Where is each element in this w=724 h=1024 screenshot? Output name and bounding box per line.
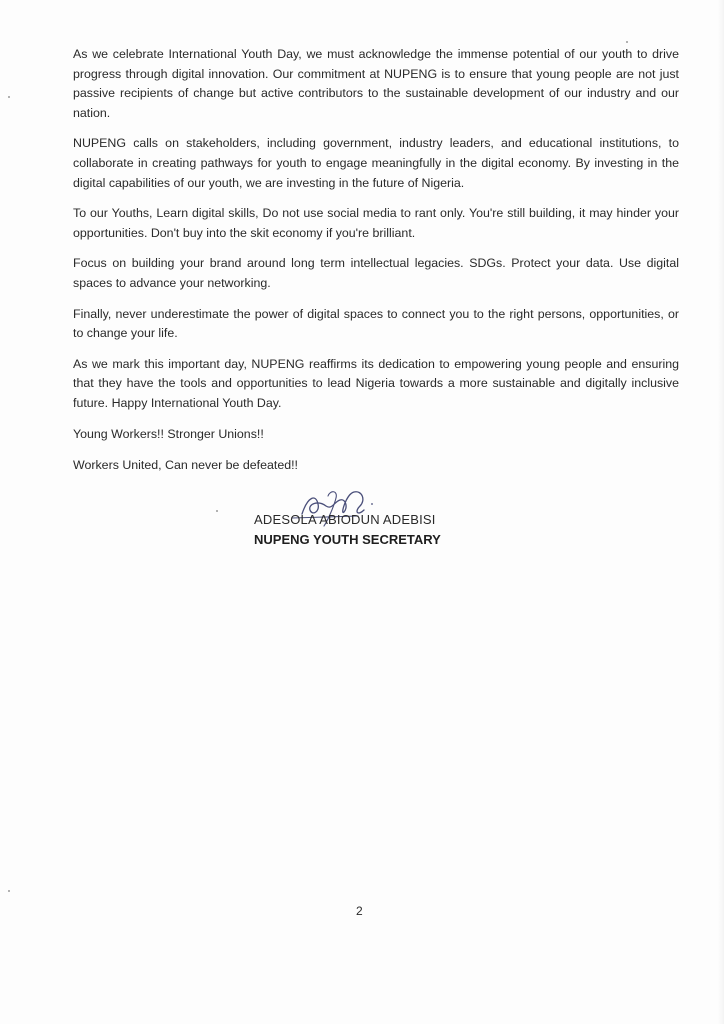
paragraph-brand-building: Focus on building your brand around long term intellectual legacies. SDGs. Protect your data. Use digital spaces to advance your networking. [73,256,679,290]
scan-speck [8,890,10,892]
letter-body [73,45,679,488]
paragraph-youth-day-intro: As we celebrate International Youth Day, we must acknowledge the immense potential of our youth to drive progress through digital innovation. Our commitment at NUPENG is to ensure that young people are not just passive recipients of change but active contributors to the sustainable development of our industry and our nation. [73,47,679,120]
paragraph-reaffirmation: As we mark this important day, NUPENG reaffirms its dedication to empowering young people and ensuring that they have the tools and opportunities to lead Nigeria towards a more sustainable and digitally inclusive future. Happy International Youth Day. [73,356,679,410]
signature-block [254,486,514,566]
scan-speck [8,96,10,98]
paragraph-digital-spaces: Finally, never underestimate the power of digital spaces to connect you to the right persons, opportunities, or to change your life. [73,306,679,341]
scan-edge-shadow [718,0,724,1024]
page-number: 2 [356,904,363,918]
paragraph-advice-to-youths: To our Youths, Learn digital skills, Do not use social media to rant only. You're still building, it may hinder your opportunities. Don't buy into the skit economy if you're brilliant. [73,206,679,240]
slogan-workers-united: Workers United, Can never be defeated!! [73,458,298,473]
slogan-young-workers: Young Workers!! Stronger Unions!! [73,426,264,441]
scan-speck [216,510,218,512]
signatory-title: NUPENG YOUTH SECRETARY [254,532,441,547]
scan-speck [626,41,628,43]
signatory-name: ADESOLA ABIODUN ADEBISI [254,512,436,527]
paragraph-stakeholders-call: NUPENG calls on stakeholders, including government, industry leaders, and educational institutions, to collaborate in creating pathways for youth to engage meaningfully in the digital economy. By investing in the digital capabilities of our youth, we are investing in the future of Nigeria. [73,136,679,190]
